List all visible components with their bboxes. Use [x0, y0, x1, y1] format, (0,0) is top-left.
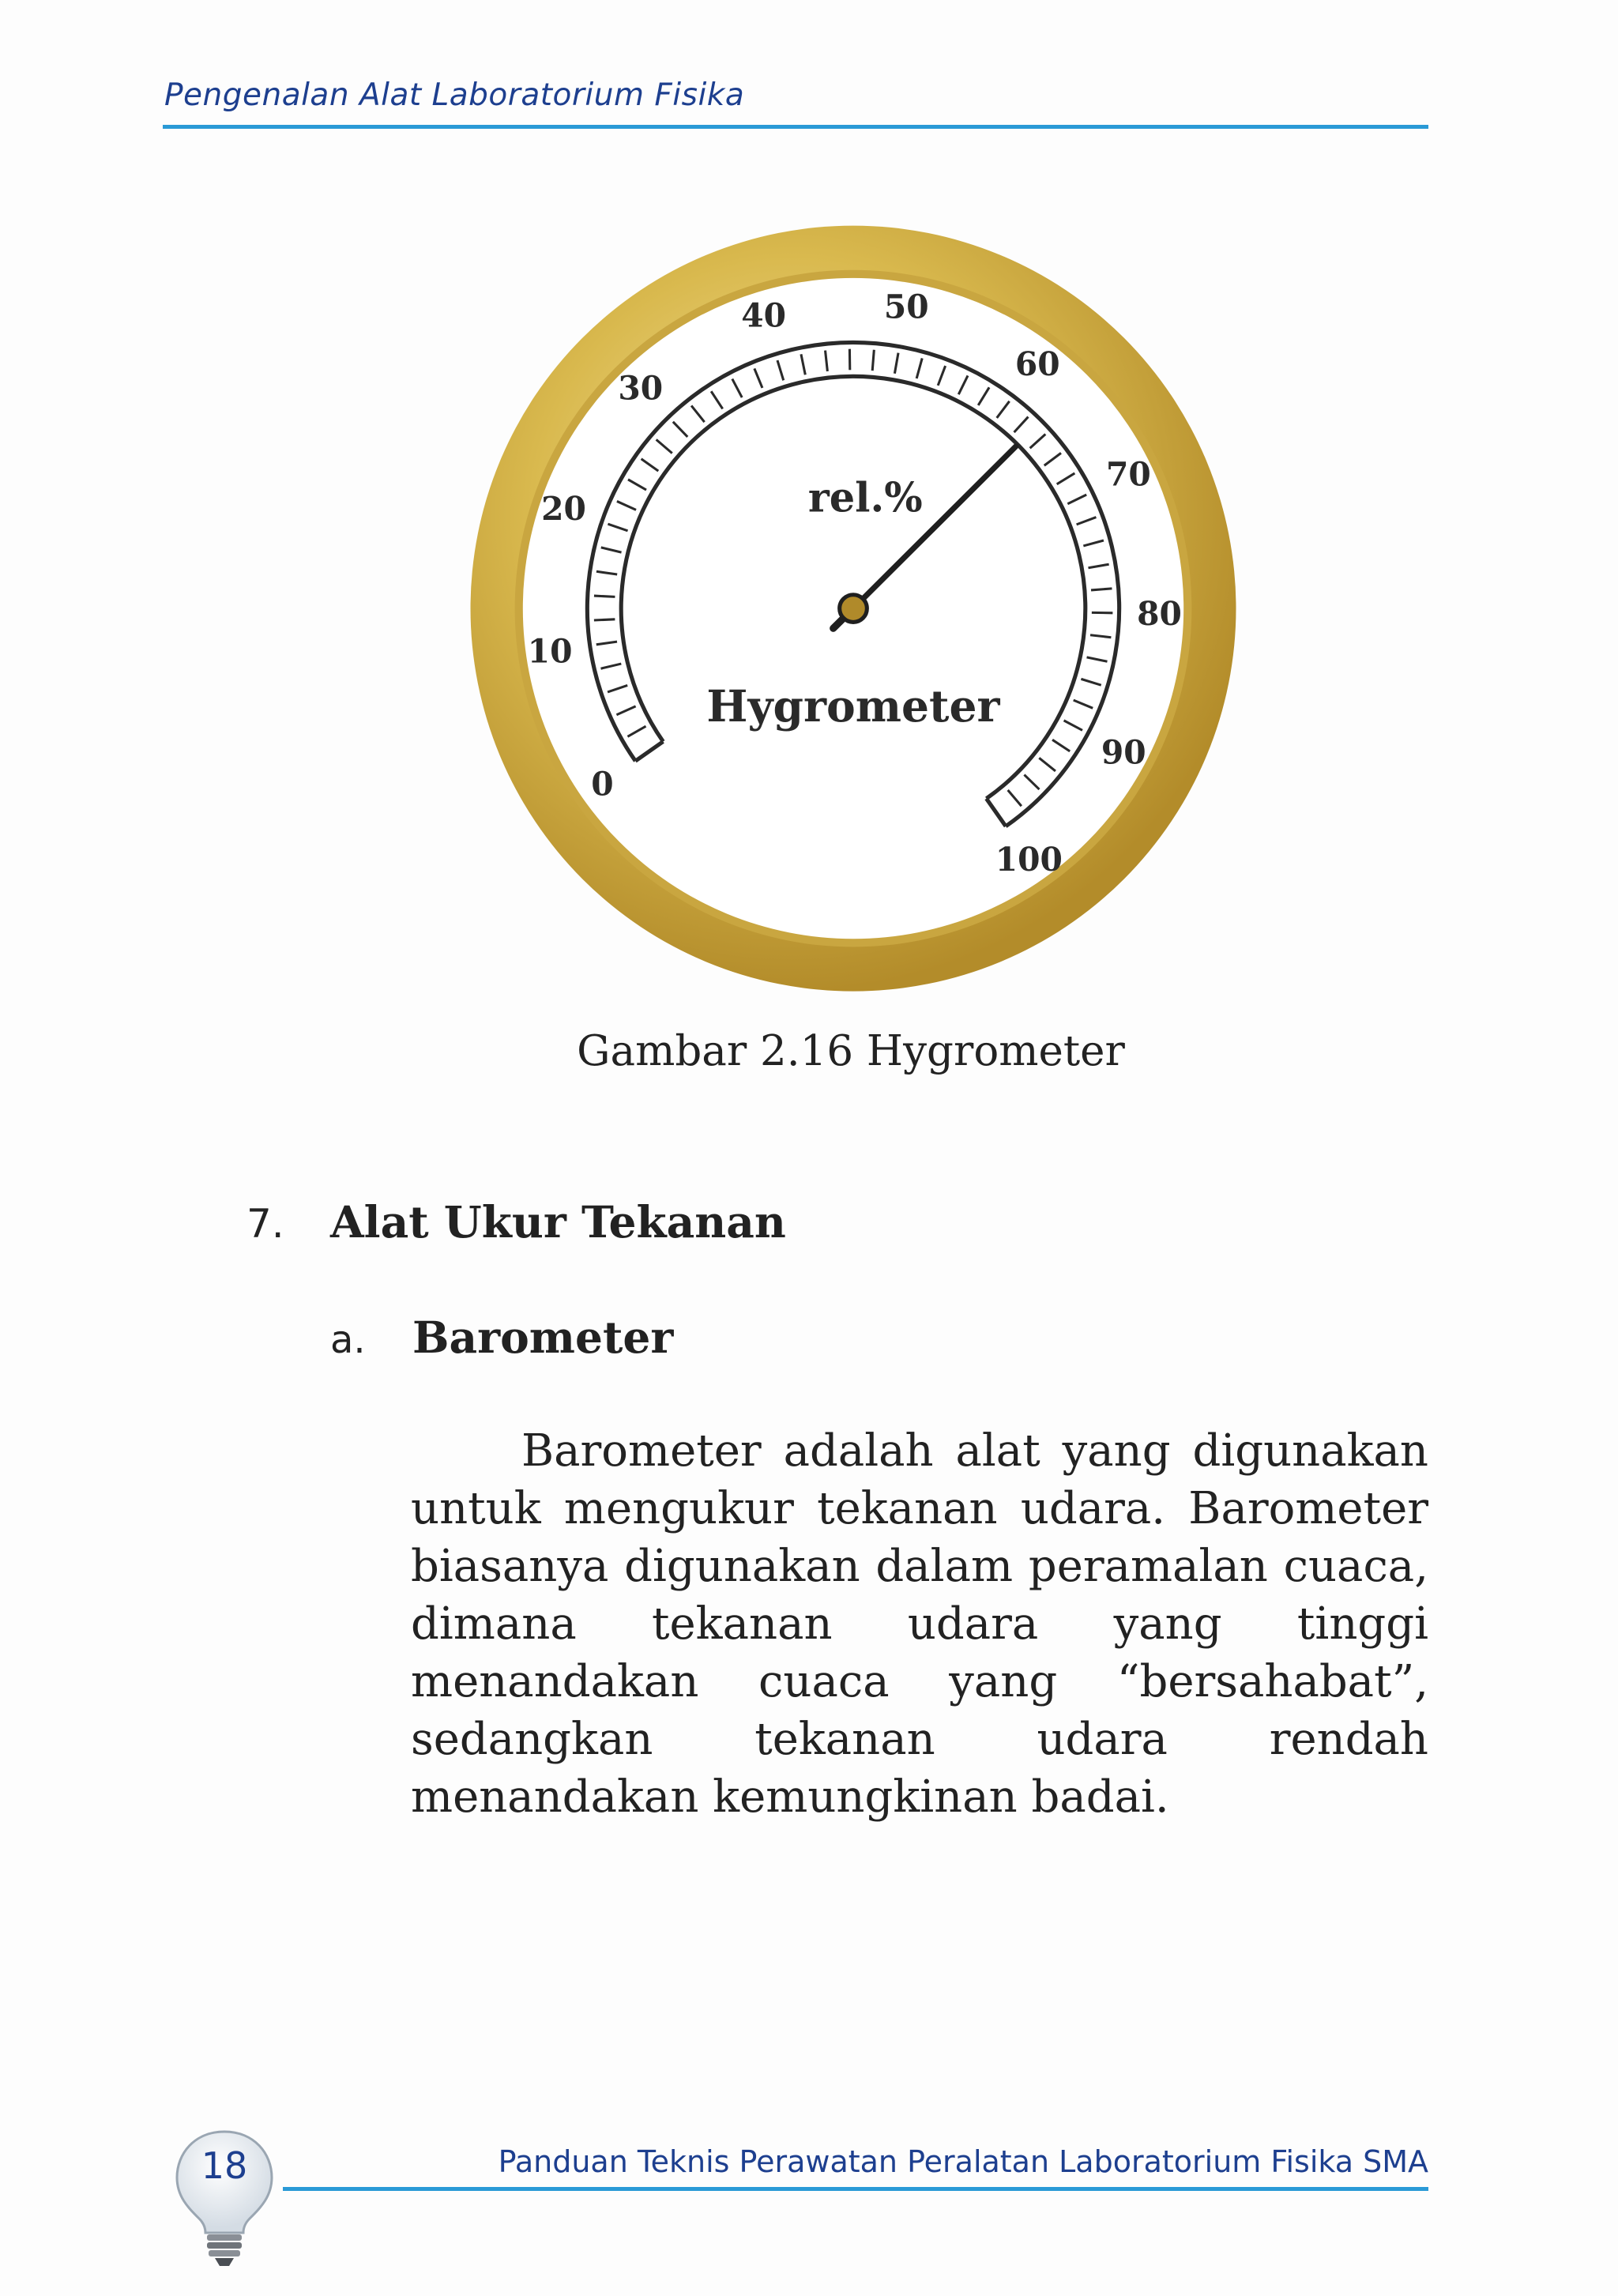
footer-book-title: Panduan Teknis Perawatan Peralatan Laboratorium Fisika SMA: [498, 2144, 1428, 2179]
scale-label: 40: [741, 296, 787, 335]
body-paragraph: Barometer adalah alat yang digunakan untuk mengukur tekanan udara. Barometer biasanya digunakan dalam peramalan cuaca, dimana tekanan udara yang tinggi menandakan cuaca yang “bersahabat”, sedangkan tekanan udara rendah menandakan kemungkinan badai.: [411, 1425, 1428, 1823]
section-title: Alat Ukur Tekanan: [330, 1196, 786, 1248]
scale-tick: [594, 619, 615, 620]
figure-caption: Gambar 2.16 Hygrometer: [577, 1027, 1125, 1075]
running-header: Pengenalan Alat Laboratorium Fisika: [164, 77, 745, 113]
header-rule: [163, 125, 1428, 129]
needle-pivot: [840, 595, 867, 623]
scale-label: 80: [1137, 595, 1182, 634]
scale-tick: [1091, 589, 1112, 590]
scale-label: 50: [883, 288, 929, 326]
section-number: 7.: [246, 1201, 284, 1247]
scale-label: 90: [1101, 733, 1146, 772]
scale-label: 20: [541, 490, 586, 529]
scale-label: 100: [995, 840, 1063, 879]
hygrometer-image: [450, 201, 1256, 1007]
page-number: 18: [201, 2144, 248, 2187]
footer-rule: [283, 2187, 1428, 2191]
dial-unit-label: rel.%: [807, 474, 923, 522]
dial-title-label: Hygrometer: [706, 679, 1000, 732]
scale-label: 70: [1105, 455, 1151, 494]
scale-label: 10: [527, 632, 573, 671]
scale-label: 60: [1014, 344, 1060, 383]
scale-label: 0: [591, 765, 614, 804]
scale-tick: [594, 596, 615, 597]
scale-label: 30: [618, 369, 664, 408]
scale-tick: [872, 350, 874, 371]
subsection-title: Barometer: [412, 1312, 674, 1363]
subsection-letter: a.: [330, 1318, 366, 1362]
hygrometer-figure: [450, 201, 1256, 1007]
